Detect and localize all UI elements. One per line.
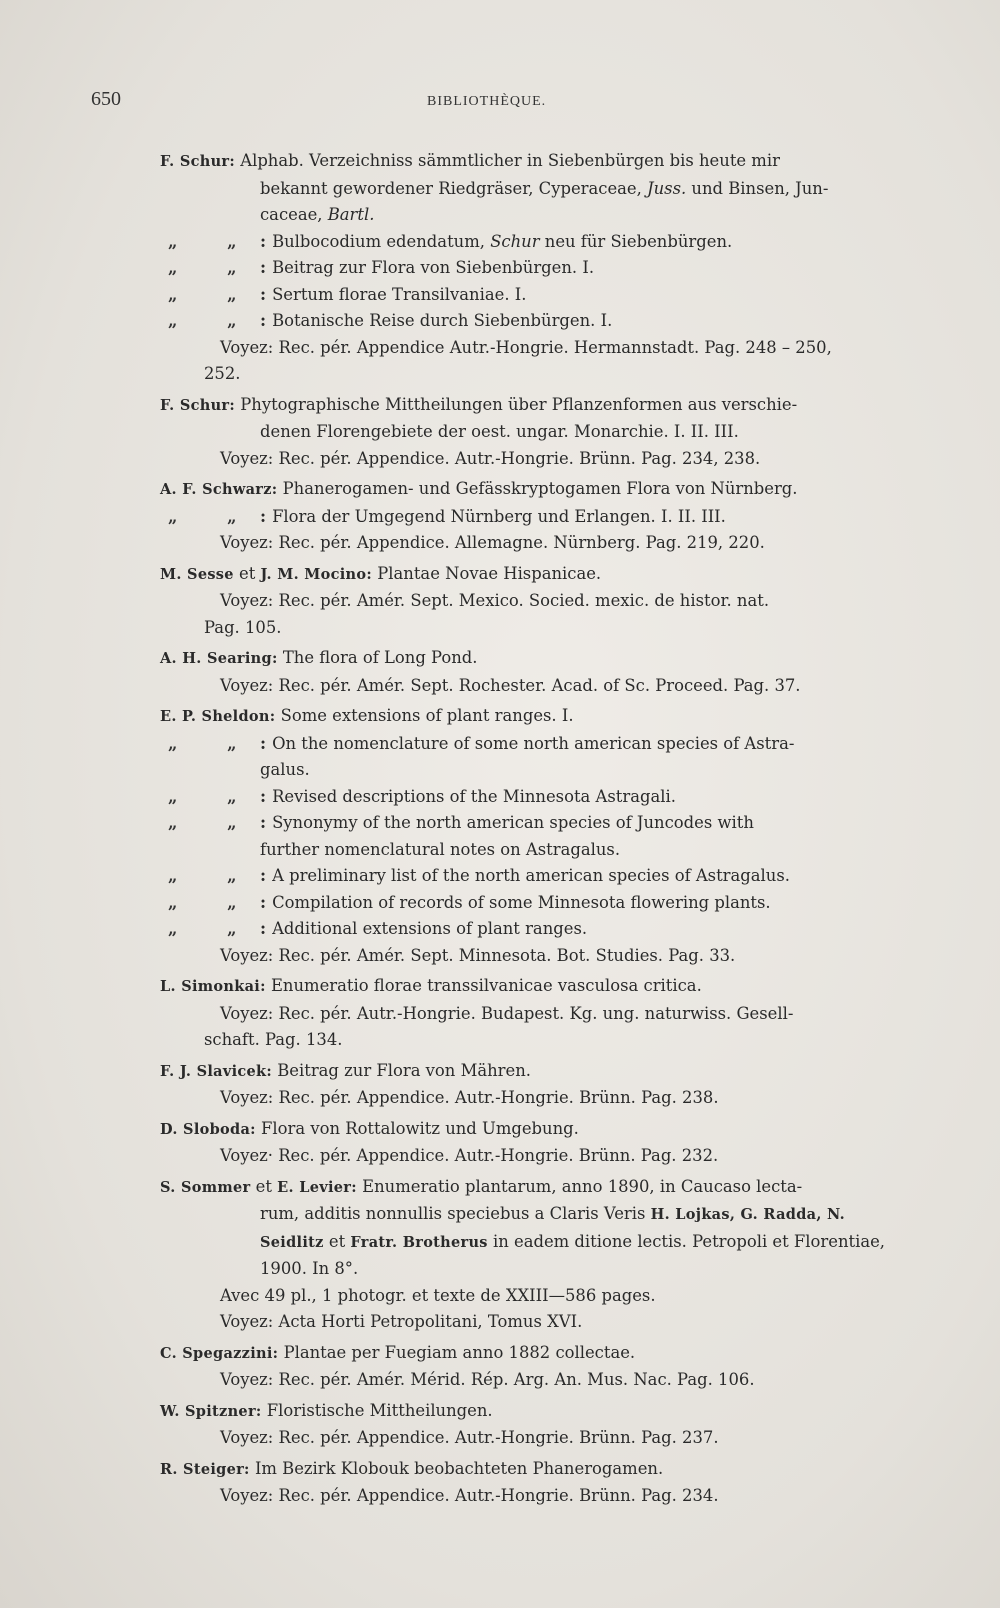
voyez-continuation: Pag. 105. <box>204 617 282 637</box>
voyez-reference: Voyez: Acta Horti Petropolitani, Tomus XVI. <box>220 1312 583 1331</box>
conjunction: et <box>233 563 261 583</box>
author-name: F. Schur: <box>160 396 236 414</box>
ditto-subentry <box>160 784 902 811</box>
collector-names: H. Lojkas, G. Radda, N. <box>650 1206 846 1223</box>
bibliography-entry <box>160 1174 902 1336</box>
voyez-reference: Voyez· Rec. pér. Appendice. Autr.-Hongrie. Brünn. Pag. 232. <box>220 1146 719 1165</box>
entry-continuation <box>160 202 902 229</box>
entry-first-line <box>160 1398 902 1426</box>
ditto-marks: „ „ <box>168 919 259 938</box>
subentry-title: Compilation of records of some Minnesota flowering plants. <box>272 892 771 912</box>
voyez-continuation: 252. <box>204 364 241 383</box>
author-name: L. Simonkai: <box>160 978 266 995</box>
author-name: E. P. Sheldon: <box>160 708 276 725</box>
ditto-marks: „ „ <box>168 231 259 251</box>
ditto-subentry <box>160 890 902 917</box>
subentry-title: Revised descriptions of the Minnesota Astragali. <box>272 786 676 806</box>
entry-title: Phanerogamen- und Gefässkryptogamen Flora von Nürnberg. <box>282 479 798 498</box>
voyez-reference: Voyez: Rec. pér. Appendice. Autr.-Hongrie. Brünn. Pag. 234, 238. <box>220 448 761 468</box>
ditto-colon: : <box>260 284 267 304</box>
entry-continuation <box>160 1201 902 1229</box>
ditto-subentry <box>160 731 902 758</box>
entry-title: Im Bezirk Klobouk beobachteten Phanerogamen. <box>254 1458 664 1478</box>
bibliography-entry <box>160 392 902 473</box>
entry-title-italic: Juss. <box>647 178 687 198</box>
entry-continuation: 1900. In 8°. <box>260 1259 359 1278</box>
entry-title: und Binsen, Jun- <box>686 178 829 198</box>
running-head: BIBLIOTHÈQUE. <box>427 94 547 109</box>
ditto-colon: : <box>260 919 267 938</box>
bibliography-entry <box>160 1058 902 1112</box>
ditto-colon: : <box>260 813 267 832</box>
entry-first-line <box>160 1174 902 1202</box>
ditto-colon: : <box>260 311 267 330</box>
voyez-reference: Voyez: Rec. pér. Appendice. Autr.-Hongrie. Brünn. Pag. 234. <box>220 1486 719 1505</box>
author-name: F. J. Slavicek: <box>160 1062 273 1080</box>
entry-first-line <box>160 561 902 589</box>
author-name: J. M. Mocino: <box>260 565 373 583</box>
entry-continuation <box>160 176 902 203</box>
subentry-title-italic: Schur <box>490 231 540 251</box>
entry-first-line <box>160 1340 902 1368</box>
ditto-marks: „ „ <box>168 258 259 277</box>
ditto-colon: : <box>260 892 267 912</box>
subentry-title: Additional extensions of plant ranges. <box>272 919 588 938</box>
entry-first-line <box>160 476 902 504</box>
ditto-marks: „ „ <box>168 892 259 912</box>
entry-title: Beitrag zur Flora von Mähren. <box>277 1060 531 1080</box>
voyez-reference: Voyez: Rec. pér. Appendice. Autr.-Hongrie. Brünn. Pag. 238. <box>220 1088 719 1107</box>
author-name: R. Steiger: <box>160 1460 250 1478</box>
entry-title: bekannt gewordener Riedgräser, Cyperaceae, <box>260 178 648 198</box>
voyez-reference: Voyez: Rec. pér. Amér. Mérid. Rép. Arg. An. Mus. Nac. Pag. 106. <box>220 1370 755 1389</box>
entry-title: Enumeratio plantarum, anno 1890, in Caucaso lecta- <box>362 1176 803 1196</box>
author-name: S. Sommer <box>160 1178 251 1196</box>
author-name: A. F. Schwarz: <box>160 481 278 498</box>
author-name: D. Sloboda: <box>160 1120 256 1138</box>
subentry-title: neu für Siebenbürgen. <box>539 231 733 251</box>
subentry-title: Beitrag zur Flora von Siebenbürgen. I. <box>272 258 595 277</box>
conjunction: et <box>323 1231 351 1251</box>
page-number: 650 <box>91 88 121 110</box>
author-name: C. Spegazzini: <box>160 1344 279 1362</box>
ditto-marks: „ „ <box>168 813 259 832</box>
ditto-marks: „ „ <box>168 506 259 526</box>
subentry-title: Sertum florae Transilvaniae. I. <box>272 284 527 304</box>
bibliography-entry <box>160 561 902 642</box>
bibliography-entry <box>160 1398 902 1452</box>
voyez-reference: Voyez: Rec. pér. Autr.-Hongrie. Budapest. Kg. ung. naturwiss. Gesell- <box>220 1003 794 1023</box>
entry-first-line <box>160 392 902 420</box>
entry-title: in eadem ditione lectis. Petropoli et Florentiae, <box>487 1231 886 1251</box>
subentry-title: Bulbocodium edendatum, <box>272 231 491 251</box>
ditto-subentry <box>160 229 902 256</box>
collector-names: Fratr. Brotherus <box>350 1233 488 1251</box>
entry-first-line <box>160 1058 902 1086</box>
entry-note: Avec 49 pl., 1 photogr. et texte de XXIII—586 pages. <box>220 1285 656 1305</box>
ditto-marks: „ „ <box>168 733 259 753</box>
subentry-continuation: galus. <box>260 760 310 779</box>
ditto-colon: : <box>260 733 267 753</box>
author-name: E. Levier: <box>277 1178 357 1196</box>
entry-title: The flora of Long Pond. <box>282 648 478 667</box>
collector-names: Seidlitz <box>260 1233 324 1251</box>
subentry-title: Botanische Reise durch Siebenbürgen. I. <box>272 311 613 330</box>
voyez-reference: Voyez: Rec. pér. Amér. Sept. Rochester. Acad. of Sc. Proceed. Pag. 37. <box>220 675 801 695</box>
voyez-reference: Voyez: Rec. pér. Amér. Sept. Minnesota. Bot. Studies. Pag. 33. <box>220 945 736 965</box>
subentry-title: On the nomenclature of some north american species of Astra- <box>272 733 795 753</box>
ditto-subentry <box>160 504 902 531</box>
entry-title: Plantae Novae Hispanicae. <box>377 563 602 583</box>
entry-title: Phytographische Mittheilungen über Pflanzenformen aus verschie- <box>240 394 798 414</box>
ditto-subentry <box>160 916 902 943</box>
entry-title: Enumeratio florae transsilvanicae vasculosa critica. <box>270 976 702 995</box>
entry-title: Alphab. Verzeichniss sämmtlicher in Siebenbürgen bis heute mir <box>240 151 780 170</box>
voyez-continuation: schaft. Pag. 134. <box>204 1030 343 1049</box>
bibliography-entry <box>160 645 902 699</box>
voyez-reference: Voyez: Rec. pér. Appendice. Autr.-Hongrie. Brünn. Pag. 237. <box>220 1428 719 1447</box>
entry-continuation <box>160 1229 902 1257</box>
entry-title: Flora von Rottalowitz und Umgebung. <box>261 1118 579 1138</box>
subentry-continuation: further nomenclatural notes on Astragalus. <box>260 839 621 859</box>
author-name: F. Schur: <box>160 153 236 170</box>
author-name: M. Sesse <box>160 565 234 583</box>
entry-first-line <box>160 1116 902 1144</box>
entry-title: Floristische Mittheilungen. <box>266 1400 493 1420</box>
entry-continuation: denen Florengebiete der oest. ungar. Monarchie. I. II. III. <box>260 422 739 441</box>
ditto-colon: : <box>260 506 267 526</box>
entry-title: caceae, <box>260 205 328 224</box>
ditto-subentry <box>160 255 902 282</box>
entry-title: Plantae per Fuegiam anno 1882 collectae. <box>283 1342 636 1362</box>
author-name: A. H. Searing: <box>160 650 278 667</box>
bibliography-entry <box>160 973 902 1054</box>
ditto-subentry <box>160 282 902 309</box>
ditto-colon: : <box>260 231 267 251</box>
bibliography-entry <box>160 1340 902 1394</box>
subentry-title: Flora der Umgegend Nürnberg und Erlangen. I. II. III. <box>272 506 726 526</box>
conjunction: et <box>250 1176 278 1196</box>
bibliography-entry <box>160 1116 902 1170</box>
entry-first-line <box>160 973 902 1001</box>
subentry-title: A preliminary list of the north american species of Astragalus. <box>272 866 790 885</box>
entry-first-line <box>160 148 902 176</box>
bibliography-entry <box>160 703 902 969</box>
entry-first-line <box>160 645 902 673</box>
entry-title-italic: Bartl. <box>327 205 375 224</box>
entry-first-line <box>160 703 902 731</box>
entry-title: rum, additis nonnullis speciebus a Claris Veris <box>260 1204 651 1223</box>
ditto-marks: „ „ <box>168 311 259 330</box>
ditto-subentry <box>160 308 902 335</box>
ditto-colon: : <box>260 866 267 885</box>
bibliography-entry <box>160 148 902 388</box>
ditto-colon: : <box>260 258 267 277</box>
subentry-title: Synonymy of the north american species of Juncodes with <box>272 813 754 832</box>
ditto-subentry <box>160 863 902 890</box>
voyez-reference: Voyez: Rec. pér. Appendice. Allemagne. Nürnberg. Pag. 219, 220. <box>220 533 765 552</box>
bibliography-entry <box>160 476 902 557</box>
voyez-reference: Voyez: Rec. pér. Appendice Autr.-Hongrie. Hermannstadt. Pag. 248 – 250, <box>220 337 832 357</box>
voyez-reference: Voyez: Rec. pér. Amér. Sept. Mexico. Socied. mexic. de histor. nat. <box>220 591 770 610</box>
entry-first-line <box>160 1456 902 1484</box>
ditto-colon: : <box>260 786 267 806</box>
ditto-subentry <box>160 810 902 837</box>
ditto-marks: „ „ <box>168 866 259 885</box>
author-name: W. Spitzner: <box>160 1402 262 1420</box>
bibliography-entries <box>160 148 902 1514</box>
bibliography-entry <box>160 1456 902 1510</box>
entry-title: Some extensions of plant ranges. I. <box>280 706 574 725</box>
ditto-marks: „ „ <box>168 786 259 806</box>
ditto-marks: „ „ <box>168 284 259 304</box>
